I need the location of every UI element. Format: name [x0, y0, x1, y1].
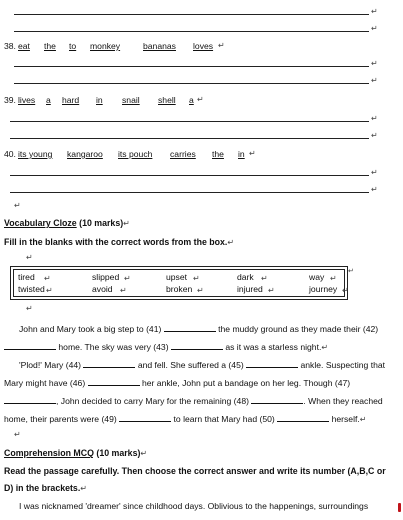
- box-word: tired: [18, 272, 35, 282]
- cloze-line-5: [4, 395, 383, 406]
- return-mark: ↵: [193, 274, 200, 283]
- cloze-line-4: [4, 377, 350, 388]
- q38-word: the: [44, 41, 56, 51]
- vocab-cloze-instruction: [4, 237, 234, 247]
- box-word: injured: [237, 284, 263, 294]
- question-38-number: 38.: [4, 41, 16, 51]
- q40-word: in: [238, 149, 245, 159]
- box-word: broken: [166, 284, 193, 294]
- box-word: upset: [166, 272, 188, 282]
- return-mark: ↵: [348, 267, 354, 275]
- answer-line: [10, 192, 369, 193]
- return-mark: ↵: [249, 149, 256, 158]
- cloze-text: . When they reached: [303, 396, 383, 406]
- question-40-number: 40.: [4, 149, 16, 159]
- q38-word: bananas: [143, 41, 176, 51]
- cloze-text: and fell. She suffered a (45): [137, 360, 244, 370]
- cloze-text: John and Mary took a big step to (41): [19, 324, 162, 334]
- return-mark: ↵: [261, 274, 268, 283]
- q39-word: a: [189, 95, 194, 105]
- return-mark: ↵: [359, 415, 367, 424]
- return-mark: ↵: [371, 131, 378, 140]
- box-word: slipped: [92, 272, 120, 282]
- blank-49[interactable]: [119, 413, 171, 422]
- return-mark: ↵: [140, 449, 148, 458]
- return-mark: ↵: [268, 286, 275, 295]
- q38-word: monkey: [90, 41, 121, 51]
- return-mark: ↵: [218, 41, 225, 50]
- q38-word: to: [69, 41, 77, 51]
- q40-word: kangaroo: [67, 149, 103, 159]
- q39-word: a: [46, 95, 51, 105]
- question-39-number: 39.: [4, 95, 16, 105]
- q40-word: its young: [18, 149, 53, 159]
- return-mark: ↵: [342, 286, 349, 295]
- vocab-cloze-heading: [4, 218, 130, 228]
- box-word: way: [309, 272, 325, 282]
- return-mark: ↵: [26, 304, 33, 313]
- cloze-text: ankle. Suspecting that: [300, 360, 386, 370]
- cloze-line-3: [19, 359, 385, 370]
- cloze-text: home, their parents were (49): [4, 414, 117, 424]
- return-mark: ↵: [124, 274, 131, 283]
- answer-line: [14, 83, 369, 84]
- cloze-text: 'Plod!' Mary (44): [19, 360, 82, 370]
- q39-word: in: [96, 95, 103, 105]
- return-mark: ↵: [371, 168, 378, 177]
- return-mark: ↵: [371, 185, 378, 194]
- cloze-text: the muddy ground as they made their (42): [218, 324, 379, 334]
- blank-48[interactable]: [251, 395, 303, 404]
- cloze-line-6: [4, 413, 366, 424]
- q39-word: lives: [18, 95, 36, 105]
- cloze-text: home. The sky was very (43): [58, 342, 169, 352]
- return-mark: ↵: [120, 286, 127, 295]
- blank-44[interactable]: [83, 359, 135, 368]
- instruction-text: D) in the brackets.: [4, 483, 81, 493]
- q38-word: eat: [18, 41, 30, 51]
- return-mark: ↵: [44, 274, 51, 283]
- answer-line: [14, 14, 369, 15]
- cloze-text: , John decided to carry Mary for the remaining (48): [56, 396, 249, 406]
- return-mark: ↵: [80, 484, 87, 493]
- cloze-text: herself.: [331, 414, 360, 424]
- q40-word: carries: [170, 149, 196, 159]
- blank-50[interactable]: [277, 413, 329, 422]
- mcq-heading: [4, 448, 147, 458]
- cloze-line-1: [19, 323, 378, 334]
- box-word: twisted: [18, 284, 45, 294]
- box-word: avoid: [92, 284, 113, 294]
- box-word: journey: [309, 284, 338, 294]
- answer-line: [10, 138, 369, 139]
- q40-word: the: [212, 149, 224, 159]
- vocab-cloze-marks: (10 marks): [79, 218, 124, 228]
- box-word: dark: [237, 272, 254, 282]
- red-margin-mark: [398, 503, 401, 512]
- return-mark: ↵: [123, 219, 130, 228]
- mcq-instruction-line-2: [4, 483, 87, 493]
- blank-47[interactable]: [4, 395, 56, 404]
- blank-43[interactable]: [171, 341, 223, 350]
- return-mark: ↵: [14, 201, 21, 210]
- instruction-text: Fill in the blanks with the correct words from the box.: [4, 237, 228, 247]
- mcq-marks: (10 marks): [96, 448, 141, 458]
- q39-word: snail: [122, 95, 140, 105]
- return-mark: ↵: [197, 286, 204, 295]
- answer-line: [14, 66, 369, 67]
- blank-45[interactable]: [246, 359, 298, 368]
- return-mark: ↵: [197, 95, 204, 104]
- q40-word: its pouch: [118, 149, 153, 159]
- answer-line: [10, 121, 369, 122]
- blank-42[interactable]: [4, 341, 56, 350]
- answer-line: [14, 31, 369, 32]
- return-mark: ↵: [46, 286, 53, 295]
- cloze-text: as it was a starless night.: [225, 342, 322, 352]
- q39-word: shell: [158, 95, 176, 105]
- vocab-cloze-title: Vocabulary Cloze: [4, 218, 77, 228]
- return-mark: ↵: [227, 238, 235, 247]
- return-mark: ↵: [321, 343, 329, 352]
- cloze-text: to learn that Mary had (50): [173, 414, 275, 424]
- return-mark: ↵: [330, 274, 337, 283]
- return-mark: ↵: [371, 24, 378, 33]
- return-mark: ↵: [371, 76, 378, 85]
- q39-word: hard: [62, 95, 80, 105]
- return-mark: ↵: [371, 59, 378, 68]
- return-mark: ↵: [371, 114, 378, 123]
- answer-line: [10, 175, 369, 176]
- cloze-text: Mary might have (46): [4, 378, 86, 388]
- return-mark: ↵: [14, 430, 21, 439]
- passage-first-line: I was nicknamed 'dreamer' since childhood days. Oblivious to the happenings, surroundings: [19, 501, 369, 511]
- blank-41[interactable]: [164, 323, 216, 332]
- mcq-title: Comprehension MCQ: [4, 448, 94, 458]
- return-mark: ↵: [371, 7, 378, 16]
- q38-word: loves: [193, 41, 214, 51]
- cloze-line-2: [4, 341, 328, 352]
- cloze-text: her ankle, John put a bandage on her leg. Though (47): [141, 378, 351, 388]
- blank-46[interactable]: [88, 377, 140, 386]
- mcq-instruction-line-1: Read the passage carefully. Then choose the correct answer and write its number (A,B,C or: [4, 466, 386, 476]
- return-mark: ↵: [26, 253, 33, 262]
